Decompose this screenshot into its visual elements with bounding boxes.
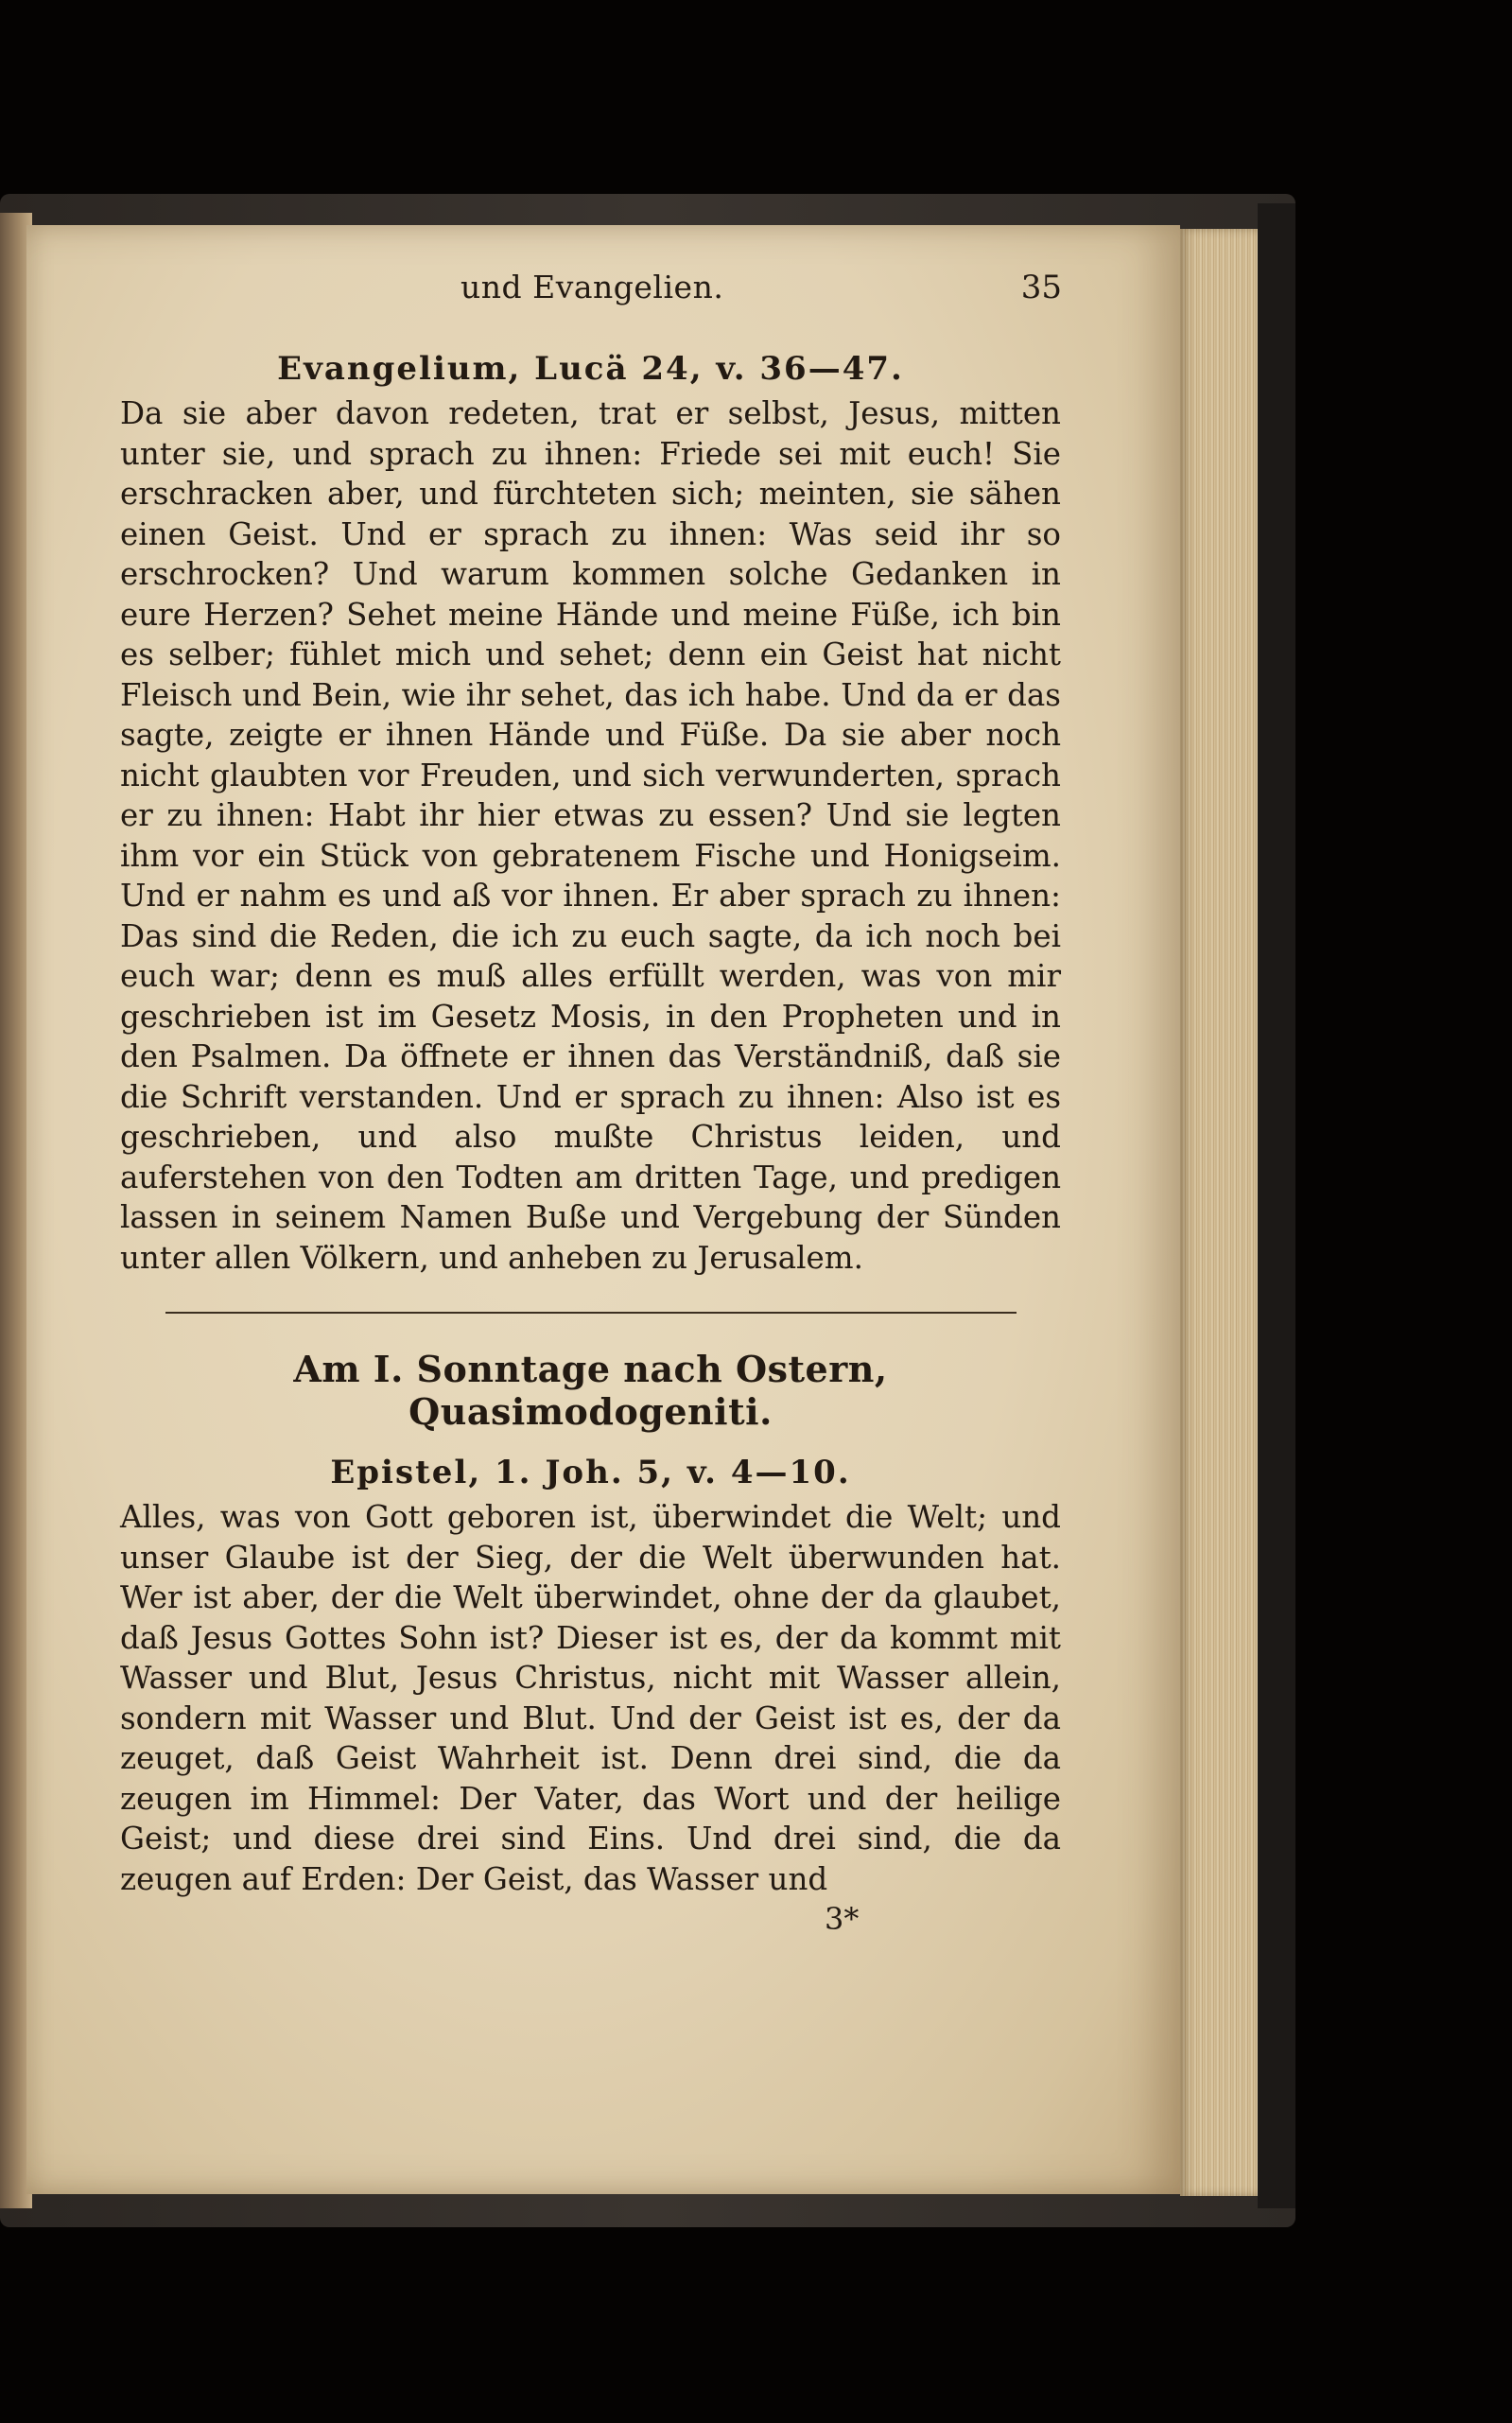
signature-mark: 3* — [825, 1901, 860, 1937]
epistle-text: Alles, was von Gott geboren ist, überwindet die Welt; und unser Glaube ist der Sieg, der die Welt überwunden hat. Wer ist aber, der die Welt überwindet, ohne der da glaubet, daß Jesus Gottes Sohn ist? Dieser ist es, der da kommt mit Wasser und Blut, Jesus Christus, nicht mit Wasser allein, sondern mit Wasser und Blut. Und der Geist ist es, der da zeuget, daß Geist Wahrheit ist. Denn drei sind, die da zeugen im Himmel: Der Vater, das Wort und der heilige Geist; und diese drei sind Eins. Und drei sind, die da zeugen auf Erden: Der Geist, das Wasser und — [120, 1499, 1061, 1897]
section-divider — [165, 1312, 1017, 1314]
running-head: und Evangelien. — [461, 269, 724, 305]
page-header — [120, 236, 1061, 312]
gospel-text: Da sie aber davon redeten, trat er selbst, Jesus, mitten unter sie, und sprach zu ihnen: Friede sei mit euch! Sie erschracken aber, und fürchteten sich; meinten, sie sähen einen Geist. Und er sprach zu ihnen: Was seid ihr so erschrocken? Und warum kommen solche Gedanken in eure Herzen? Sehet meine Hände und meine Füße, ich bin es selber; fühlet mich und sehet; denn ein Geist hat nicht Fleisch und Bein, wie ihr sehet, das ich habe. Und da er das sagte, zeigte er ihnen Hände und Füße. Da sie aber noch nicht glaubten vor Freuden, und sich verwunderten, sprach er zu ihnen: Habt ihr hier etwas zu essen? Und sie legten ihm vor ein Stück von gebratenem Fische und Honigseim. Und er nahm es und aß vor ihnen. Er aber sprach zu ihnen: Das sind die Reden, die ich zu euch sagte, da ich noch bei euch war; denn es muß alles erfüllt werden, was von mir geschrieben ist im Gesetz Mosis, in den Propheten und in den Psalmen. Da öffnete er ihnen das Verständniß, daß sie die Schrift verstanden. Und er sprach zu ihnen: Also ist es geschrieben, und also mußte Christus leiden, und auferstehen von den Todten am dritten Tage, und predigen lassen in seinem Namen Buße und Vergebung der Sünden unter allen Völkern, und anheben zu Jerusalem. — [120, 395, 1061, 1276]
page-number: 35 — [1020, 269, 1062, 306]
book-spine-shadow — [1258, 203, 1295, 2208]
page-block-edges — [1180, 229, 1258, 2196]
epistle-heading: Epistel, 1. Joh. 5, v. 4—10. — [330, 1454, 851, 1491]
page-content — [120, 236, 1061, 1937]
sunday-title: Am I. Sonntage nach Ostern, Quasimodogeniti. — [293, 1348, 888, 1433]
gospel-heading: Evangelium, Lucä 24, v. 36—47. — [277, 350, 904, 388]
